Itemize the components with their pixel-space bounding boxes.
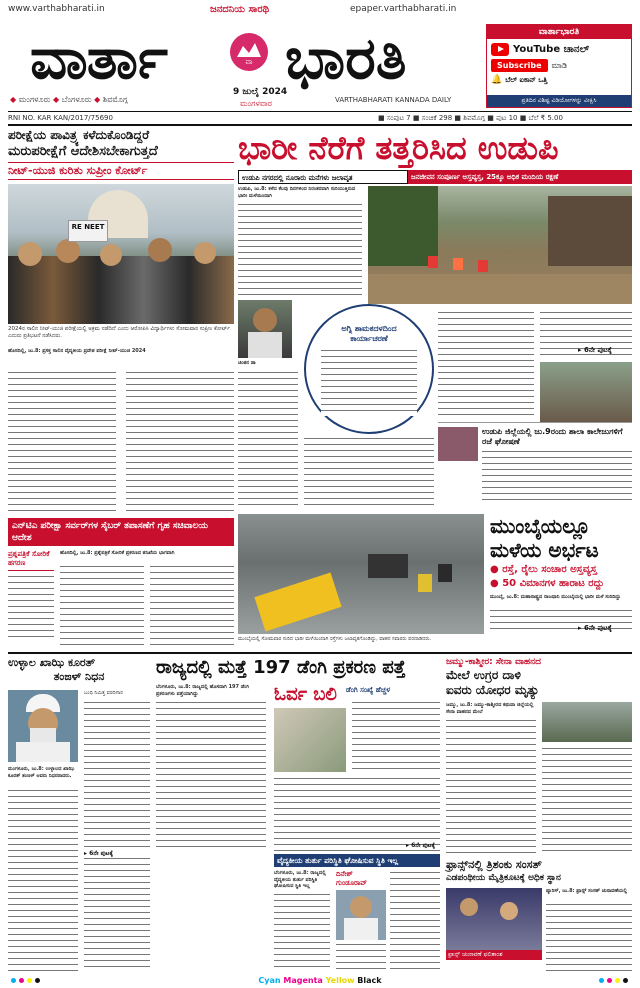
- issue-weekday: ಮಂಗಳವಾರ: [240, 99, 273, 108]
- masthead-title-right: ಭಾರತಿ: [285, 24, 407, 92]
- france-photo-caption: ಫ್ರಾನ್ಸ್ ಚುನಾವಣೆ ಫಲಿತಾಂಶ: [446, 950, 542, 960]
- france-body-text: [546, 902, 632, 972]
- ullal-portrait: [8, 690, 78, 762]
- tagline: ಜನದನಿಯ ಸಾರಥಿ: [210, 4, 270, 15]
- udupi-headline: ಭಾರೀ ನೆರೆಗೆ ತತ್ತರಿಸಿದ ಉಡುಪಿ: [238, 129, 559, 167]
- doctor-photo: [336, 890, 386, 940]
- france-dateline: ಪ್ಯಾರಿಸ್, ಜು.8: ಫ್ರಾನ್ಸ್ ಸಂಸತ್ ಚುನಾವಣೆಯಲ್ಲಿ: [546, 888, 628, 894]
- ullal-headline-2: ತಂಙಳ್ ನಿಧನ: [53, 670, 105, 683]
- dengue-subhead: ಓರ್ವ ಬಲಿ: [274, 684, 337, 705]
- ad-footer: ಪ್ರತಿದಿನ ವಿಶಿಷ್ಟ ವಿಡಿಯೋಗಳನ್ನು ವೀಕ್ಷಿಸಿ: [487, 95, 631, 107]
- dengue-story: [156, 656, 440, 852]
- neet-story: [8, 128, 234, 516]
- bullet-text: 50 ವಿಮಾನಗಳ ಹಾರಾಟ ರದ್ದು: [502, 578, 605, 589]
- nta-sidebar-label: ಪ್ರಶ್ನಪತ್ರಿಕೆ ಸೋರಿಕೆ ಹಗರಣ: [8, 550, 54, 571]
- kashmir-headline-1: ಜಮ್ಮು-ಕಾಶ್ಮೀರ: ಸೇನಾ ವಾಹನದ: [446, 657, 541, 667]
- footer-cyan: Cyan: [258, 976, 281, 985]
- mumbai-story: [238, 514, 632, 650]
- dengue-body-text: [156, 700, 266, 852]
- neet-body-text: [126, 370, 234, 516]
- issue-info: ■ ಸಂಪುಟ 7 ■ ಸಂಚಿಕೆ 298 ■ ಶಿವಮೊಗ್ಗ ■ ಪುಟ 10 ■ ಬೆಲೆ ₹ 5.00: [378, 114, 563, 122]
- youtube-label: YouTube ಚಾನಲ್: [513, 44, 590, 55]
- dengue-continued: ▸ 6ನೇ ಪುಟಕ್ಕೆ: [406, 842, 435, 849]
- ullal-body-text: [84, 700, 150, 850]
- kashmir-body-text: [542, 746, 632, 854]
- top-rule: [8, 111, 632, 112]
- mumbai-rain-photo: [238, 514, 484, 634]
- daily-label: VARTHABHARATI KANNADA DAILY: [335, 96, 452, 104]
- kashmir-story: [446, 656, 632, 856]
- masthead-emblem: [228, 30, 270, 78]
- mumbai-bullet-2: ● 50 ವಿಮಾನಗಳ ಹಾರಾಟ ರದ್ದು: [490, 578, 605, 589]
- epaper-url[interactable]: epaper.varthabharati.in: [350, 4, 457, 14]
- udupi-body-text: [438, 310, 534, 416]
- ullal-headline-1: ಉಳ್ಳಾಲ ಖಾಝಿ ಕೂರತ್: [8, 656, 96, 669]
- dengue-photo: [274, 708, 346, 772]
- kashmir-body-text: [446, 718, 536, 854]
- ullal-byline: ಬಂಧಿ ನಿಮಿತ್ತ ವರದಿಗಾರ: [84, 690, 123, 696]
- udupi-dateline: ಉಡುಪಿ, ಜು.8: ಕಳೆದ ಕೆಲವು ದಿನಗಳಿಂದ ನಿರಂತರವಾಗಿ ಸುರಿಯುತ್ತಿರುವ ಭಾರೀ ಮಳೆಯಿಂದಾಗಿ: [238, 186, 356, 199]
- nta-dateline: ಹೊಸದಿಲ್ಲಿ, ಜು.8: ಪ್ರಶ್ನೆಪತ್ರಿಕೆ ಸೋರಿಕೆ ಪ್ರಕರಣದ ತನಿಖೆಯ ಭಾಗವಾಗಿ: [60, 550, 175, 556]
- youtube-icon: [491, 43, 509, 56]
- nta-headline: ಎನ್‌ಟಿಎ ಪರೀಕ್ಷಾ ಸರ್ವರ್‌ಗಳ ಸೈಬರ್ ತಪಾಸಣೆಗೆ ಗೃಹ ಸಚಿವಾಲಯ ಆದೇಶ: [8, 518, 234, 546]
- footer-magenta: Magenta: [283, 976, 323, 985]
- ullal-body-text: [84, 856, 150, 972]
- related-photo: [438, 427, 478, 461]
- svg-text:ವಾ: ವಾ: [245, 58, 253, 66]
- neet-subhead: ನೀಟ್-ಯುಜಿ ಕುರಿತು ಸುಪ್ರೀಂ ಕೋರ್ಟ್: [8, 162, 234, 180]
- doctor-body-text: [390, 870, 440, 972]
- kashmir-dateline: ಜಮ್ಮು, ಜು.8: ಜಮ್ಮು-ಕಾಶ್ಮೀರದ ಕಥುವಾ ಜಿಲ್ಲೆಯಲ್ಲಿ ಸೇನಾ ವಾಹನದ ಮೇಲೆ: [446, 702, 534, 715]
- nta-body-text: [150, 564, 234, 650]
- udupi-person-photo: [238, 300, 292, 358]
- dengue-headline: ರಾಜ್ಯದಲ್ಲಿ ಮತ್ತೆ 197 ಡೆಂಗಿ ಪ್ರಕರಣ ಪತ್ತೆ: [156, 657, 406, 678]
- france-headline-1: ಫ್ರಾನ್ಸ್‌ನಲ್ಲಿ ತ್ರಿಶಂಕು ಸಂಸತ್: [446, 858, 542, 871]
- issue-date: 9 ಜುಲೈ 2024: [233, 87, 288, 97]
- continued-label: 6ನೇ ಪುಟಕ್ಕೆ: [583, 624, 612, 632]
- udupi-person-name: ಚಿಂತನ ಡಾ: [238, 360, 256, 366]
- udupi-bar-right: ಜನಜೀವನ ಸಂಪೂರ್ಣ ಅಸ್ತವ್ಯಸ್ತ, 25ಕ್ಕೂ ಅಧಿಕ ಮಂದಿಯ ರಕ್ಷಣೆ: [408, 170, 632, 184]
- edition-item: ಶಿವಮೊಗ್ಗ: [102, 95, 128, 104]
- rni-number: RNI NO. KAR KAN/2017/75690: [8, 114, 113, 122]
- doctor-headline: ವೈದ್ಯಕೀಯ ತುರ್ತು ಪರಿಸ್ಥಿತಿ ಘೋಷಿಸುವ ಸ್ಥಿತಿ ಇಲ್ಲ: [274, 854, 440, 867]
- neet-body-text: [8, 370, 116, 516]
- france-headline-2: ಎಡಪಂಥೀಯ ಮೈತ್ರಿಕೂಟಕ್ಕೆ ಅಧಿಕ ಸ್ಥಾನ: [446, 873, 561, 883]
- dengue-body-text: [352, 700, 440, 772]
- callout-circle: [304, 304, 434, 434]
- mumbai-dateline: ಮುಂಬೈ, ಜು.8: ಮಹಾರಾಷ್ಟ್ರದ ರಾಜಧಾನಿ ಮುಂಬೈಯಲ್ಲಿ ಭಾರೀ ಮಳೆ ಸುರಿದಿದ್ದು: [490, 594, 621, 600]
- edition-item: ಬೆಂಗಳೂರು: [61, 95, 92, 104]
- france-story: [446, 858, 632, 972]
- mumbai-caption: ಮುಂಬೈಯಲ್ಲಿ ಸೋಮವಾರ ಸುರಿದ ಭಾರೀ ಮಳೆಯಿಂದಾಗಿ ರಸ್ತೆಗಳು ಜಲಾವೃತಗೊಂಡಿದ್ದು, ವಾಹನ ಸವಾರರು ಪರದಾಡಿದರು.: [238, 636, 432, 642]
- mumbai-headline-1: ಮುಂಬೈಯಲ್ಲೂ: [490, 514, 591, 538]
- udupi-body-text: [304, 436, 434, 508]
- kashmir-headline-3: ಐವರು ಯೋಧರ ಮೃತ್ಯು: [446, 683, 540, 697]
- kashmir-photo: [542, 702, 632, 742]
- nta-body-text: [8, 574, 54, 640]
- subscribe-maadi: ಮಾಡಿ: [551, 60, 568, 70]
- dengue-column-name: ಡೆಂಗಿ ಸಂಖ್ಯೆ ಹೆಚ್ಚಳ: [346, 686, 391, 694]
- doctor-story: [274, 854, 440, 972]
- neet-photo-caption: 2024ರ ಸಾಲಿನ ನೀಟ್-ಯುಜಿ ಪರೀಕ್ಷೆಯಲ್ಲಿ ಅಕ್ರಮ ನಡೆದಿದೆ ಎಂದು ಆರೋಪಿಸಿ ವಿದ್ಯಾರ್ಥಿಗಳು ಸೋಮವಾರ ಸುಪ್ರೀಂ ಕೋರ್ಟ್ ಎದುರು ಪ್ರತಿಭಟನೆ ನಡೆಸಿದರು.: [8, 326, 230, 339]
- ullal-dateline: ಮಂಗಳೂರು, ಜು.8: ಉಳ್ಳಾಲದ ಖಾಝಿ ಕೂರತ್ ತಂಙಳ್ ಅವರು ನಿಧನರಾದರು.: [8, 766, 75, 779]
- section-rule: [8, 652, 632, 654]
- bell-icon: 🔔: [491, 75, 503, 85]
- subscribe-button[interactable]: Subscribe: [491, 59, 548, 72]
- edition-item: ಮಂಗಳೂರು: [18, 95, 51, 104]
- kashmir-headline-2: ಮೇಲೆ ಉಗ್ರರ ದಾಳಿ: [446, 668, 521, 682]
- udupi-story: [238, 128, 632, 514]
- website-url[interactable]: www.varthabharati.in: [8, 4, 105, 14]
- udupi-continued: ▸ 6ನೇ ಪುಟಕ್ಕೆ: [578, 346, 612, 354]
- continued-label: 6ನೇ ಪುಟಕ್ಕೆ: [411, 842, 435, 849]
- dengue-body-text: [274, 776, 440, 852]
- udupi-bar-left: ಉಡುಪಿ ನಗರದಲ್ಲಿ ನೂರಾರು ಮನೆಗಳು ಜಲಾವೃತ: [238, 170, 408, 184]
- ad-bell-text: ಬೆಲ್ ಐಕಾನ್ ಒತ್ತಿ: [505, 75, 548, 84]
- neet-protest-photo: [8, 184, 234, 324]
- masthead-title-left: ವಾರ್ತಾ: [30, 24, 167, 92]
- udupi-body-text: [238, 202, 362, 298]
- nta-body-text: [60, 564, 144, 650]
- masthead: [0, 0, 640, 138]
- doctor-body-text: [336, 942, 386, 972]
- related-body-text: [482, 449, 632, 505]
- youtube-ad[interactable]: [486, 24, 632, 108]
- ullal-story: [8, 656, 150, 972]
- neet-headline-2: ಮರುಪರೀಕ್ಷೆಗೆ ಆದೇಶಿಸಬೇಕಾಗುತ್ತದೆ: [8, 144, 158, 159]
- edition-list: ◆ ಮಂಗಳೂರು ◆ ಬೆಂಗಳೂರು ◆ ಶಿವಮೊಗ್ಗ: [10, 95, 128, 104]
- doctor-name-label: ದಿನೇಶ್ ಗುಂಡೂರಾವ್: [336, 870, 367, 887]
- dengue-dateline: ಬೆಂಗಳೂರು, ಜು.8: ರಾಜ್ಯದಲ್ಲಿ ಹೊಸದಾಗಿ 197 ಡೆಂಗಿ ಪ್ರಕರಣಗಳು ಪತ್ತೆಯಾಗಿದ್ದು: [156, 684, 250, 697]
- nta-sidebar: [8, 550, 54, 650]
- mumbai-headline-2: ಮಳೆಯ ಅರ್ಭಟ: [490, 538, 599, 562]
- neet-protest-sign: RE NEET: [68, 220, 108, 242]
- continued-label: 6ನೇ ಪುಟಕ್ಕೆ: [583, 346, 612, 354]
- ullal-continued: ▸ 6ನೇ ಪುಟಕ್ಕೆ: [84, 850, 113, 857]
- doctor-body-text: [274, 892, 330, 972]
- mumbai-bullet-1: ● ರಸ್ತೆ, ರೈಲು ಸಂಚಾರ ಅಸ್ತವ್ಯಸ್ತ: [490, 564, 597, 575]
- header-rule: [8, 124, 632, 126]
- continued-label: 6ನೇ ಪುಟಕ್ಕೆ: [89, 850, 113, 857]
- mumbai-continued: ▸ 6ನೇ ಪುಟಕ್ಕೆ: [578, 624, 612, 632]
- udupi-related-headline: ಉಡುಪಿ ಜಿಲ್ಲೆಯಲ್ಲಿ ಜು.9ರಂದು ಶಾಲಾ ಕಾಲೇಜುಗಳಿಗೆ ರಜೆ ಘೋಷಣೆ: [482, 427, 623, 446]
- footer-black: Black: [357, 976, 382, 985]
- neet-headline-1: ಪರೀಕ್ಷೆಯ ಪಾವಿತ್ರ್ಯ ಕಳೆದುಕೊಂಡಿದ್ದರೆ: [8, 128, 150, 142]
- callout-title: ಅಗ್ನಿ ಶಾಮಕದಳದಿಂದ ಕಾರ್ಯಾಚರಣೆ: [341, 324, 397, 343]
- ullal-body-text: [8, 788, 78, 972]
- nta-story: [8, 518, 234, 650]
- footer-yellow: Yellow: [325, 976, 355, 985]
- udupi-body-text: [238, 370, 298, 506]
- bullet-text: ರಸ್ತೆ, ರೈಲು ಸಂಚಾರ ಅಸ್ತವ್ಯಸ್ತ: [502, 564, 597, 575]
- footer-color-bar: [0, 974, 640, 988]
- callout-body: [321, 348, 417, 416]
- neet-dateline: ಹೊಸದಿಲ್ಲಿ, ಜು.8: ಪ್ರಸಕ್ತ ಸಾಲಿನ ವೈದ್ಯಕೀಯ ಪ್ರವೇಶ ಪರೀಕ್ಷೆ ನೀಟ್-ಯುಜಿ 2024: [8, 348, 146, 354]
- udupi-related-box: [438, 422, 632, 508]
- udupi-flood-photo: [368, 186, 632, 304]
- ad-brand: ವಾರ್ತಾಭಾರತಿ: [487, 25, 631, 39]
- doctor-dateline: ಬೆಂಗಳೂರು, ಜು.8: ರಾಜ್ಯದಲ್ಲಿ ವೈದ್ಯಕೀಯ ತುರ್ತು ಪರಿಸ್ಥಿತಿ ಘೋಷಿಸುವ ಸ್ಥಿತಿ ಇಲ್ಲ: [274, 870, 326, 889]
- france-photo: [446, 888, 542, 950]
- udupi-side-photo: [540, 362, 632, 422]
